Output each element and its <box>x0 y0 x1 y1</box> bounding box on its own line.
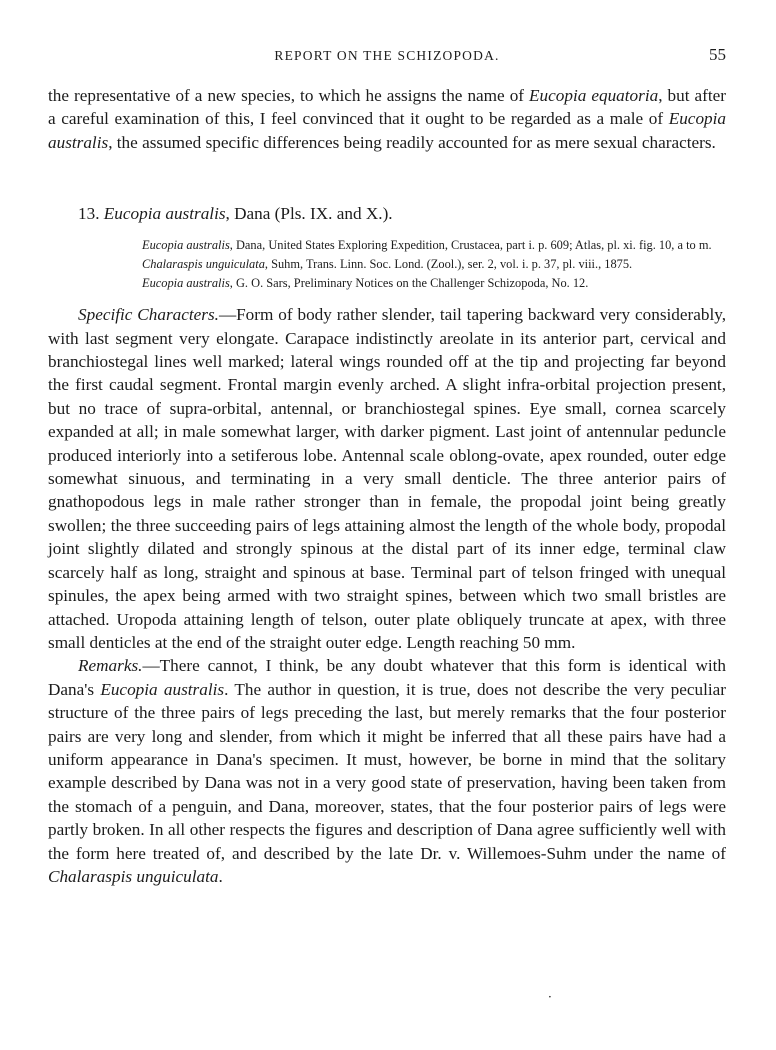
specific-characters-text: —Form of body rather slender, tail tapering backward very considerably, with last segment very elongate. Carapace indistinctly areolate in its anterior part, cervical and branchiostegal lines well marked; lateral wings rounded off at the tip and projecting far beyond the first caudal segment. Frontal margin evenly arched. A slight infra-orbital projection present, but no trace of supra-orbital, antennal, or branchiostegal spines. Eye small, cornea scarcely expanded at all; in male somewhat larger, with darker pigment. Last joint of antennular peduncle produced interiorly into a setiferous lobe. Antennal scale oblong-ovate, apex rounded, outer edge somewhat sinuous, and terminating in a very small denticle. The three anterior pairs of gnathopodous legs in male rather stronger than in female, the propodal joint being greatly swollen; the three succeeding pairs of legs attaining almost the length of the whole body, propodal joint slightly dilated and strongly spinous at the distal part of its inner edge, terminal claw scarcely half as long, straight and spinous at base. Terminal part of telson fringed with unequal spinules, the apex being armed with two straight spines, between which two small bristles are attached. Uropoda attaining length of telson, outer plate obliquely truncate at apex, with three small denticles at the end of the straight outer edge. Length reaching 50 mm. <box>48 305 726 652</box>
synonymy-entry <box>142 274 726 293</box>
intro-text-1: the representative of a new species, to which he assigns the name of <box>48 86 530 105</box>
running-title: REPORT ON THE SCHIZOPODA. <box>274 48 500 63</box>
print-speck: · <box>548 990 552 1004</box>
synonym-reference: , Suhm, Trans. Linn. Soc. Lond. (Zool.), ser. 2, vol. i. p. 37, pl. viii., 1875. <box>264 257 633 272</box>
remarks-text-1: —There cannot, I think, be any doubt whatever that this form is identical with Dana's <box>48 656 726 699</box>
intro-text-3: , the assumed specific differences being readily accounted for as mere sexual characters. <box>108 132 716 152</box>
intro-paragraph <box>48 84 726 154</box>
synonym-name: Eucopia australis <box>142 276 230 291</box>
page <box>48 44 726 888</box>
intro-text-2: , but after a careful examination of this, I feel convinced that it ought to be regarded as a male of <box>48 86 726 129</box>
page-number: 55 <box>709 45 726 64</box>
remarks-paragraph <box>48 654 726 888</box>
species-name: Eucopia australis <box>103 204 226 224</box>
species-number: 13. <box>78 204 100 224</box>
synonym-name: Eucopia australis <box>142 238 230 253</box>
synonymy-list <box>142 236 726 293</box>
species-authority: , Dana (Pls. IX. and X.). <box>225 204 393 224</box>
remarks-text-3: . <box>218 866 223 886</box>
remarks-species-2: Chalaraspis unguiculata <box>48 866 219 886</box>
synonym-name: Chalaraspis unguiculata <box>142 257 265 272</box>
remarks-species-1: Eucopia australis <box>100 679 225 699</box>
synonymy-entry <box>142 236 726 255</box>
running-header <box>48 44 726 74</box>
synonymy-entry <box>142 255 726 274</box>
specific-characters-paragraph <box>48 303 726 654</box>
specific-characters-label: Specific Characters. <box>78 305 219 325</box>
synonym-reference: , Dana, United States Exploring Expedition, Crustacea, part i. p. 609; Atlas, pl. xi. fig. 10, a to m. <box>229 238 712 253</box>
species-heading <box>78 202 726 226</box>
remarks-label: Remarks. <box>78 656 143 676</box>
intro-species-2: Eucopia australis <box>48 109 726 152</box>
synonym-reference: , G. O. Sars, Preliminary Notices on the Challenger Schizopoda, No. 12. <box>229 276 589 291</box>
intro-species-1: Eucopia equatoria <box>529 86 659 105</box>
remarks-text-2: . The author in question, it is true, does not describe the very peculiar structure of the three pairs of legs preceding the last, but merely remarks that the four posterior pairs are very long and slender, from which it might be inferred that all these pairs have had a uniform appearance in Dana's specimen. It must, however, be borne in mind that the solitary example described by Dana was not in a very good state of preservation, having been taken from the stomach of a penguin, and Dana, moreover, states, that the four posterior pairs of legs were partly broken. In all other respects the figures and description of Dana agree sufficiently well with the form here treated of, and described by the late Dr. v. Willemoes-Suhm under the name of <box>48 679 727 863</box>
